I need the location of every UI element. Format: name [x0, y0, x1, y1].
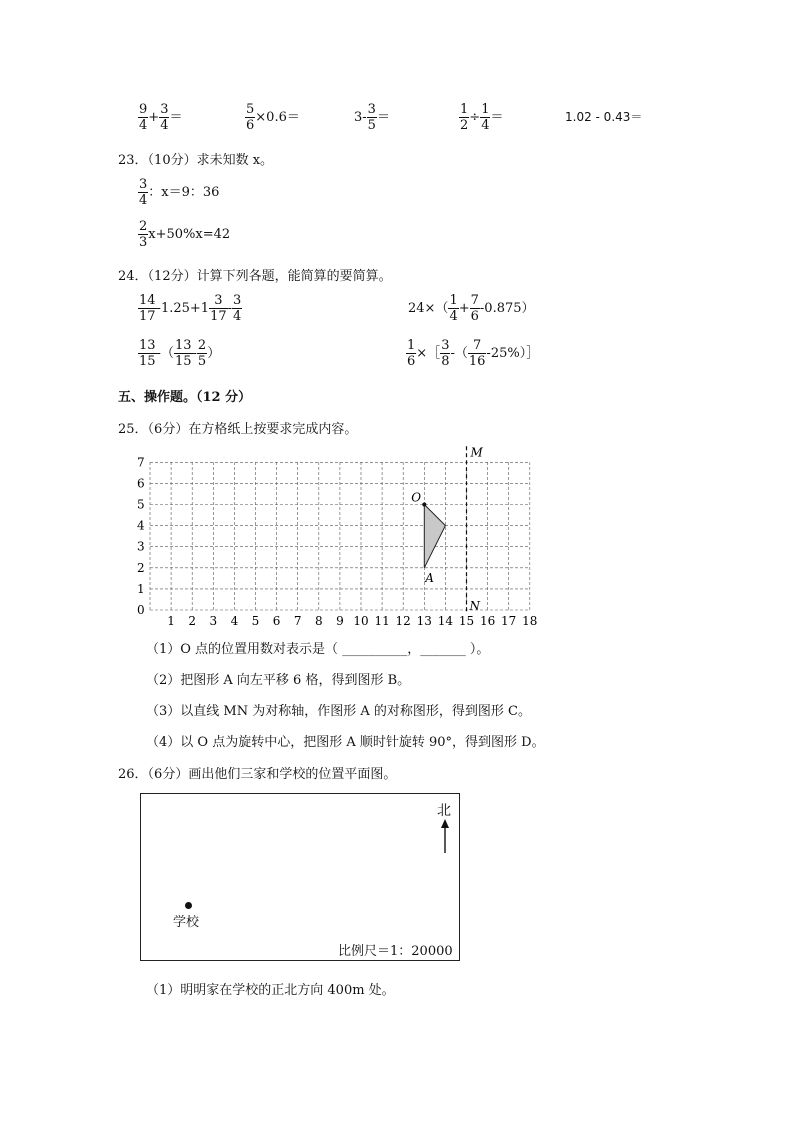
label-m: M — [470, 445, 483, 460]
expr-prefix: 3- — [354, 110, 367, 125]
north-label: 北 — [437, 803, 451, 819]
fraction-numerator: 3 — [233, 293, 242, 308]
fraction-numerator: 3 — [367, 102, 376, 117]
fraction-numerator: 13 — [174, 338, 192, 353]
map-box — [140, 793, 460, 961]
fraction-denominator: 5 — [197, 354, 207, 369]
y-tick-label: 1 — [137, 581, 145, 596]
equals: ＝ — [490, 110, 504, 125]
calc-expr-3 — [354, 102, 390, 133]
fraction-denominator: 4 — [481, 118, 490, 133]
fraction-numerator: 3 — [160, 102, 169, 117]
fraction-denominator: 4 — [139, 193, 148, 208]
x-tick-label: 14 — [437, 614, 454, 628]
expr-prefix: 24×（ — [408, 301, 449, 316]
expr-suffix: ） — [207, 346, 221, 361]
y-tick-label: 3 — [137, 539, 145, 554]
q25-sub-3: （3）以直线 MN 为对称轴，作图形 A 的对称图形，得到图形 C。 — [146, 704, 531, 719]
x-tick-label: 11 — [374, 614, 390, 628]
y-tick-label: 2 — [137, 560, 145, 575]
q25-sub-4: （4）以 O 点为旋转中心，把图形 A 顺时针旋转 90°，得到图形 D。 — [146, 735, 545, 750]
y-tick-label: 6 — [137, 476, 145, 491]
fraction-denominator: 4 — [160, 118, 169, 133]
calc-expr-4 — [459, 102, 503, 133]
x-tick-label: 4 — [230, 614, 239, 628]
fraction-numerator: 14 — [139, 293, 156, 308]
calc-expr-5: 1.02 - 0.43＝ — [565, 110, 643, 124]
x-tick-label: 9 — [336, 614, 344, 628]
operator: + — [458, 301, 470, 316]
x-tick-label: 8 — [314, 614, 323, 628]
calc-expr-2 — [245, 102, 300, 133]
fraction-numerator: 2 — [139, 219, 148, 234]
q25-sub-1: （1）O 点的位置用数对表示是（ __________，_______ ）。 — [146, 642, 490, 657]
fraction-numerator: 7 — [468, 338, 487, 354]
y-tick-label: 5 — [137, 497, 145, 512]
north-arrow-icon — [438, 819, 452, 855]
x-tick-label: 1 — [167, 614, 175, 628]
fraction-denominator: 16 — [468, 354, 486, 369]
calc-expr-1 — [138, 102, 182, 133]
scale-label: 比例尺＝1：20000 — [338, 944, 453, 959]
equation-rest: ：x＝9：36 — [148, 185, 220, 200]
coordinate-grid — [120, 440, 540, 630]
equals: ＝ — [376, 110, 390, 125]
x-tick-label: 0 — [137, 603, 145, 617]
fraction-numerator: 1 — [449, 293, 458, 308]
school-dot — [185, 902, 192, 909]
operator: - — [192, 346, 197, 361]
x-tick-label: 12 — [395, 614, 411, 628]
q25-sub-2: （2）把图形 A 向左平移 6 格，得到图形 B。 — [146, 673, 411, 688]
label-a: A — [425, 570, 434, 585]
fraction-denominator: 17 — [210, 309, 227, 324]
fraction-denominator: 5 — [367, 118, 376, 133]
x-tick-label: 13 — [416, 614, 432, 628]
fraction-denominator: 2 — [460, 118, 469, 133]
question-26-title: 26．（6分）画出他们三家和学校的位置平面图。 — [118, 767, 397, 782]
question-25-title: 25．（6分）在方格纸上按要求完成内容。 — [118, 422, 358, 437]
x-tick-label: 3 — [209, 614, 218, 628]
x-tick-label: 10 — [353, 614, 369, 628]
x-tick-label: 16 — [479, 614, 496, 628]
fraction-numerator: 1 — [460, 102, 469, 117]
grid-lines — [150, 462, 530, 610]
fraction-numerator: 7 — [470, 293, 479, 308]
x-tick-label: 2 — [188, 614, 197, 628]
fraction-numerator: 1 — [407, 338, 416, 353]
x-tick-label: 7 — [293, 614, 302, 628]
fraction-numerator: 1 — [481, 102, 490, 117]
shape-a-triangle — [424, 505, 445, 568]
fraction-denominator: 15 — [139, 354, 156, 369]
x-tick-label: 6 — [272, 614, 281, 628]
fraction-denominator: 4 — [139, 118, 148, 133]
question-24-title: 24．（12分）计算下列各题，能简算的要简算。 — [118, 269, 392, 284]
fraction-denominator: 4 — [449, 309, 458, 324]
fraction-numerator: 3 — [209, 293, 228, 309]
expr-rest: ×0.6＝ — [255, 110, 300, 125]
fraction-denominator: 6 — [246, 118, 255, 133]
x-tick-label: 18 — [522, 614, 538, 628]
fraction-numerator: 2 — [197, 338, 207, 353]
point-o-dot — [422, 503, 426, 507]
fraction-denominator: 15 — [174, 354, 192, 369]
school-label: 学校 — [173, 915, 200, 930]
fraction-numerator: 5 — [246, 102, 255, 117]
equals: ＝ — [169, 110, 183, 125]
fraction-numerator: 9 — [139, 102, 148, 117]
expr-middle: -（ — [156, 346, 174, 361]
fraction-denominator: 4 — [233, 309, 242, 324]
x-tick-label: 5 — [251, 614, 260, 628]
label-n: N — [469, 599, 480, 613]
fraction-denominator: 6 — [470, 309, 479, 324]
fraction-denominator: 17 — [139, 309, 156, 324]
operator: -（ — [450, 346, 468, 361]
expr-suffix: -0.875） — [479, 301, 535, 316]
fraction-denominator: 8 — [441, 354, 450, 369]
section-5-heading: 五、操作题。（12 分） — [118, 390, 252, 405]
y-tick-label: 7 — [137, 455, 145, 470]
q24-expr-c — [138, 338, 220, 369]
fraction-numerator: 3 — [441, 338, 450, 353]
x-tick-label: 17 — [501, 614, 517, 628]
fraction-numerator: 13 — [139, 338, 156, 353]
fraction-denominator: 3 — [139, 235, 148, 250]
x-tick-label: 15 — [458, 614, 475, 628]
q24-expr-d — [406, 338, 539, 369]
q23-equation-2 — [138, 219, 230, 250]
fraction-numerator: 3 — [139, 177, 148, 192]
equation-rest: x+50%x=42 — [148, 227, 231, 242]
operator: ÷ — [469, 110, 481, 125]
fraction-denominator: 6 — [407, 354, 416, 369]
question-23-title: 23．（10分）求未知数 x。 — [118, 153, 274, 168]
label-o: O — [411, 490, 422, 505]
expr-middle: ×［ — [416, 346, 441, 361]
q23-equation-1 — [138, 177, 219, 208]
y-tick-label: 4 — [137, 518, 145, 533]
q24-expr-b — [408, 293, 535, 324]
operator: - — [227, 301, 233, 316]
expr-suffix: -25%）］ — [486, 346, 540, 361]
q26-sub-1: （1）明明家在学校的正北方向 400m 处。 — [146, 983, 395, 998]
q24-expr-a — [138, 293, 242, 324]
expr-middle: -1.25+1 — [156, 301, 210, 316]
operator: + — [148, 110, 160, 125]
